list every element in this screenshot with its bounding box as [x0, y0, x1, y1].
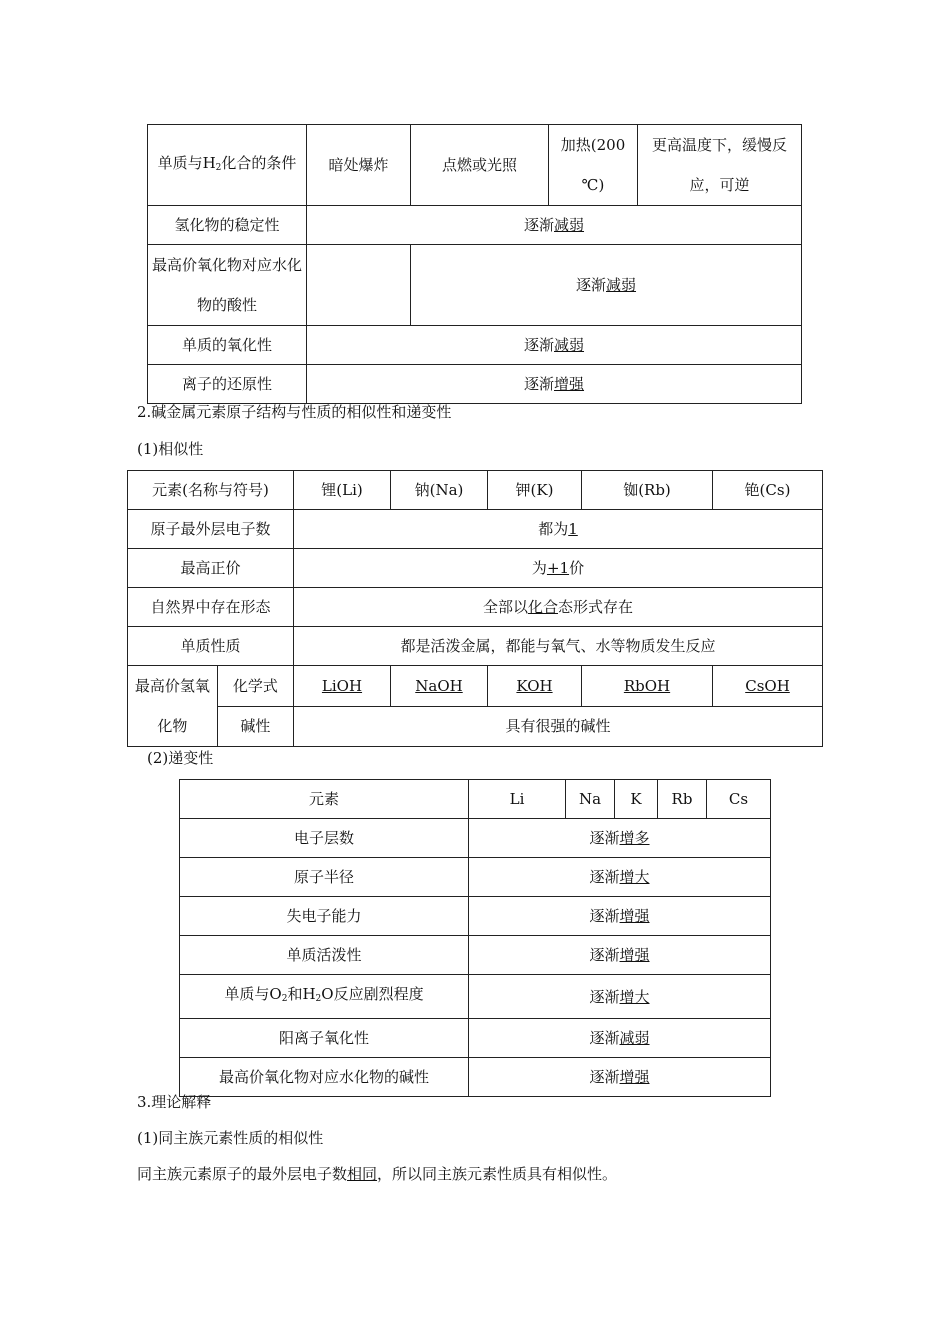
halogen-table — [147, 124, 802, 404]
cell: 铷(Rb) — [582, 471, 713, 510]
cell: 加热(200 ℃) — [549, 125, 638, 206]
subsection-heading: (1)同主族元素性质的相似性 — [137, 1129, 324, 1147]
paragraph: 同主族元素原子的最外层电子数相同，所以同主族元素性质具有相似性。 — [137, 1165, 618, 1183]
cell: 更高温度下，缓慢反应，可逆 — [638, 125, 802, 206]
cell: Na — [566, 780, 615, 819]
cell: 逐渐增多 — [469, 819, 771, 858]
cell: 全部以化合态形式存在 — [294, 588, 823, 627]
cell: KOH — [488, 666, 582, 707]
cell-label: 化学式 — [217, 666, 293, 707]
cell: 逐渐增强 — [469, 897, 771, 936]
cell-label: 最高正价 — [128, 549, 294, 588]
cell-label: 碱性 — [217, 706, 293, 747]
cell: Cs — [707, 780, 771, 819]
cell: 逐渐增大 — [469, 858, 771, 897]
cell: 逐渐增大 — [469, 975, 771, 1019]
cell: 钾(K) — [488, 471, 582, 510]
cell-label: 原子最外层电子数 — [128, 510, 294, 549]
cell: 都是活泼金属，都能与氧气、水等物质发生反应 — [294, 627, 823, 666]
cell-label: 电子层数 — [180, 819, 469, 858]
cell: Rb — [658, 780, 707, 819]
cell-label: 自然界中存在形态 — [128, 588, 294, 627]
cell-label: 单质的氧化性 — [148, 326, 307, 365]
subsection-heading: (1)相似性 — [137, 440, 204, 458]
cell: 具有很强的碱性 — [294, 706, 823, 747]
cell: 逐渐增强 — [469, 936, 771, 975]
cell: 逐渐增强 — [307, 365, 802, 404]
cell: LiOH — [294, 666, 391, 707]
cell-label: 最高价氧化物对应水化物的酸性 — [148, 245, 307, 326]
trend-table — [179, 779, 771, 1097]
cell — [307, 245, 411, 326]
cell-label: 单质与$O_2$和$H_2O$反应剧烈程度 — [180, 975, 469, 1019]
cell: 逐渐减弱 — [411, 245, 802, 326]
section-heading: 2.碱金属元素原子结构与性质的相似性和递变性 — [137, 403, 452, 421]
cell-label: 离子的还原性 — [148, 365, 307, 404]
cell: 逐渐减弱 — [307, 206, 802, 245]
cell: 锂(Li) — [294, 471, 391, 510]
cell: NaOH — [391, 666, 488, 707]
cell-label: 阳离子氧化性 — [180, 1019, 469, 1058]
subsection-heading: (2)递变性 — [147, 749, 214, 767]
cell: RbOH — [582, 666, 713, 707]
cell-label: 氢化物的稳定性 — [148, 206, 307, 245]
cell-label: 失电子能力 — [180, 897, 469, 936]
cell-label: 原子半径 — [180, 858, 469, 897]
section-heading: 3.理论解释 — [137, 1093, 212, 1111]
cell: 钠(Na) — [391, 471, 488, 510]
cell: K — [615, 780, 658, 819]
cell: 点燃或光照 — [411, 125, 549, 206]
cell-label: 单质活泼性 — [180, 936, 469, 975]
cell-label: 单质性质 — [128, 627, 294, 666]
cell-label: 最高价氢氧化物 — [128, 666, 218, 747]
cell: 为+1价 — [294, 549, 823, 588]
cell-label: 元素 — [180, 780, 469, 819]
cell: 逐渐减弱 — [307, 326, 802, 365]
cell: Li — [469, 780, 566, 819]
cell: 铯(Cs) — [713, 471, 823, 510]
cell: 都为1 — [294, 510, 823, 549]
cell-label: 元素(名称与符号) — [128, 471, 294, 510]
cell-label: 最高价氧化物对应水化物的碱性 — [180, 1058, 469, 1097]
cell: 逐渐增强 — [469, 1058, 771, 1097]
cell: CsOH — [713, 666, 823, 707]
cell-label: 单质与$H_2$化合的条件 — [148, 125, 307, 206]
cell: 暗处爆炸 — [307, 125, 411, 206]
cell: 逐渐减弱 — [469, 1019, 771, 1058]
similarity-table — [127, 470, 823, 747]
